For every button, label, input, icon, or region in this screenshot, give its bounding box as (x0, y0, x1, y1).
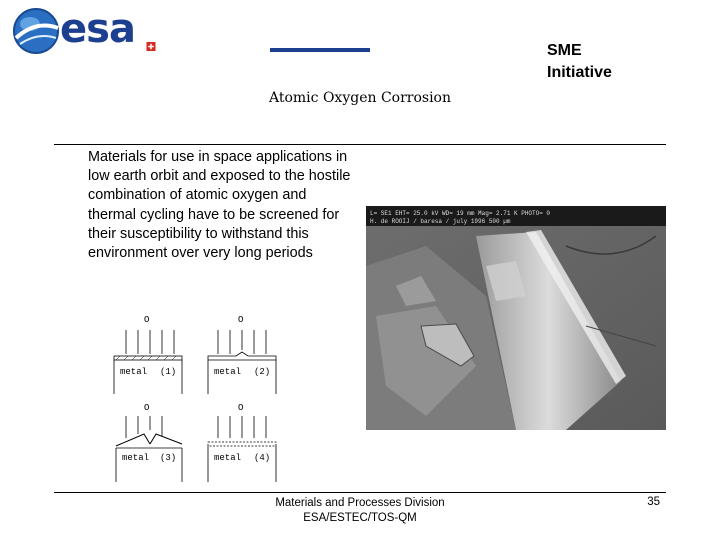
page-number: 35 (647, 496, 660, 508)
metal-label: metal (122, 453, 150, 463)
oxygen-symbol: O (144, 315, 150, 325)
metal-label: metal (120, 367, 148, 377)
slide-title: Atomic Oxygen Corrosion (268, 90, 452, 106)
esa-logo (10, 4, 370, 60)
diagram-panel-1 (114, 315, 182, 394)
diagram-panel-2 (208, 315, 276, 394)
micrograph-info-line1: L= SE1 EHT= 25.0 kV WD= 19 mm Mag= 2.71 K PHOTO= 0 (370, 210, 551, 217)
sme-initiative-label (547, 40, 612, 84)
step-label: (3) (160, 453, 177, 463)
oxygen-symbol: O (238, 315, 244, 325)
micrograph-info-line2: H. de ROOIJ / baresa / july 1996 500 µm (370, 218, 511, 225)
slide-body-text: Materials for use in space applications in low earth orbit and exposed to the hostile combination of atomic oxygen and thermal cycling have to be screened for their susceptibility to withstand this environment over very long periods (88, 149, 351, 262)
bottom-divider (54, 492, 666, 493)
logo-bar (270, 48, 370, 52)
sem-micrograph (366, 206, 666, 430)
esa-logo-text: esa (60, 6, 135, 52)
footer-department: ESA/ESTEC/TOS-QM (303, 512, 417, 524)
footer-division: Materials and Processes Division (275, 497, 445, 509)
metal-label: metal (214, 453, 242, 463)
step-label: (4) (254, 453, 271, 463)
metal-label: metal (214, 367, 242, 377)
step-label: (1) (160, 367, 177, 377)
oxygen-symbol: O (144, 403, 150, 413)
step-label: (2) (254, 367, 271, 377)
oxygen-symbol: O (238, 403, 244, 413)
diagram-panel-4 (208, 403, 276, 482)
top-divider (54, 144, 666, 145)
sme-label-line2: Initiative (547, 64, 612, 81)
flag-icon (144, 42, 158, 51)
esa-globe-icon (10, 4, 66, 60)
corrosion-diagram (106, 310, 296, 490)
sme-label-line1: SME (547, 42, 582, 59)
diagram-panel-3 (116, 403, 182, 482)
footer (240, 496, 480, 526)
